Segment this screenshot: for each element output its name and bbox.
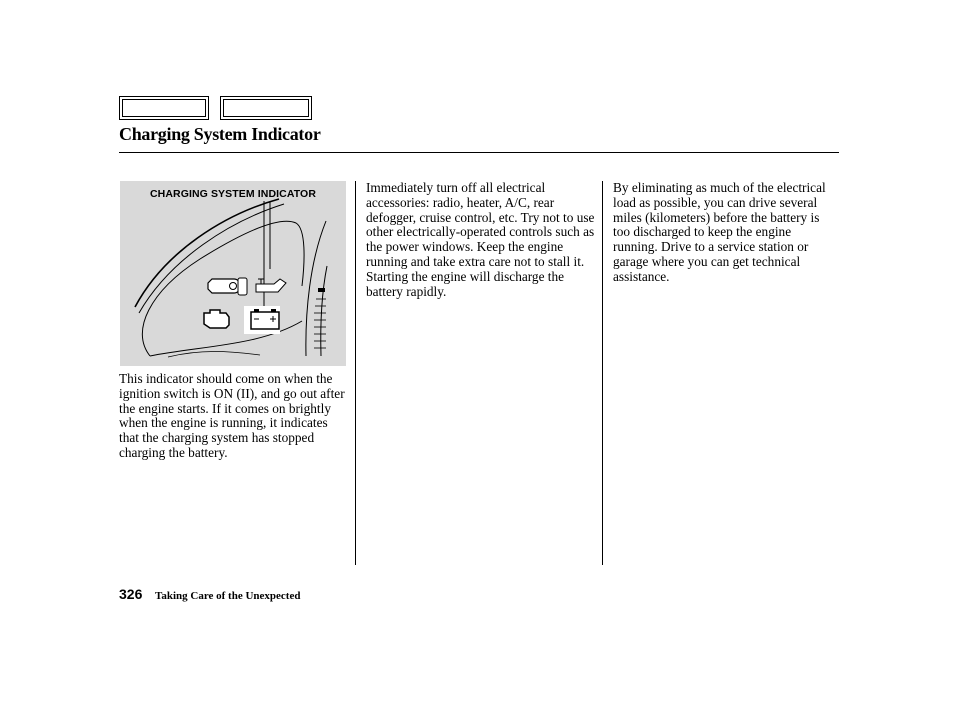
body-paragraph-turn-off: Immediately turn off all electrical accessories: radio, heater, A/C, rear defogger, cruise control, etc. Try not to use other electrically-operated controls such as the power windows. Keep the engine running and take extra care not to stall it. Starting the engine will discharge the battery rapidly. (366, 180, 595, 299)
section-name: Taking Care of the Unexpected (155, 590, 301, 602)
charging-system-indicator-figure (120, 181, 346, 366)
column-divider-1 (355, 181, 356, 565)
column-divider-2 (602, 181, 603, 565)
check-engine-icon (204, 310, 229, 328)
nav-tab-box-1[interactable] (119, 96, 209, 120)
page-title: Charging System Indicator (119, 124, 321, 144)
key-icon (208, 278, 247, 295)
body-paragraph-drive: By eliminating as much of the electrical load as possible, you can drive several miles (kilometers) before the battery is too discharged to keep the engine running. Drive to a service station or garage where you can get technical assistance. (613, 180, 826, 284)
figure-caption: CHARGING SYSTEM INDICATOR (149, 188, 317, 200)
instrument-panel-illustration (120, 181, 346, 366)
battery-icon (244, 306, 280, 334)
title-divider (119, 152, 839, 153)
oil-pressure-icon (256, 279, 286, 292)
nav-tab-box-2[interactable] (220, 96, 312, 120)
body-paragraph-indicator: This indicator should come on when the ignition switch is ON (II), and go out after the engine starts. If it comes on brightly when the engine is running, it indicates that the charging system has stopped charging the battery. (119, 371, 345, 460)
page-number: 326 (119, 586, 143, 602)
